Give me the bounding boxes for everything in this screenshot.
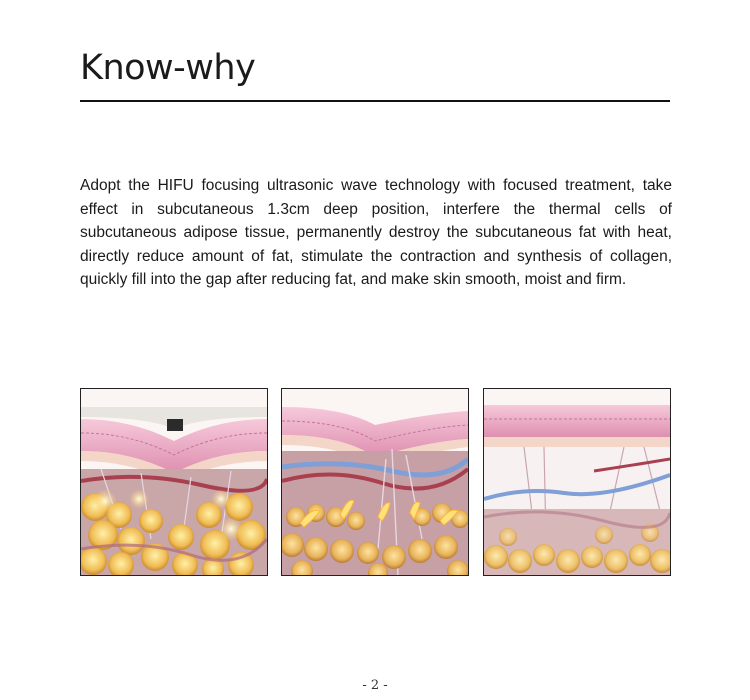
description-paragraph: Adopt the HIFU focusing ultrasonic wave technology with focused treatment, take effect in subcutaneous 1.3cm deep position, interfere the thermal cells of subcutaneous adipose tissue, permanently destroy the subcutaneous fat with heat, directly reduce amount of fat, stimulate the contraction and synthesis of collagen, quickly fill into the gap after reducing fat, and make skin smooth, moist and firm.: [80, 177, 672, 288]
illustration-stage-1: [80, 388, 268, 576]
page-number: - 2 -: [362, 678, 388, 693]
illustration-stage-2: [281, 388, 469, 576]
title-divider: [80, 100, 670, 102]
illustration-stage-3: [483, 388, 671, 576]
page-title: Know-why: [80, 48, 256, 88]
